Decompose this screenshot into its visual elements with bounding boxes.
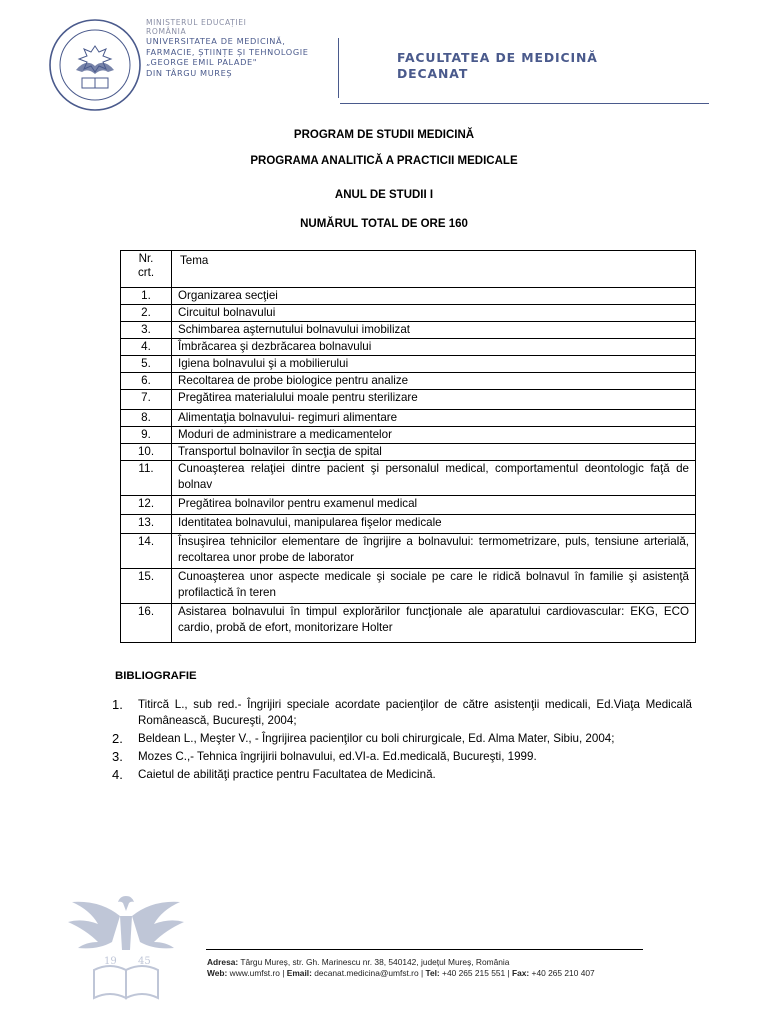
bibliography-item xyxy=(112,731,692,747)
university-line-1: UNIVERSITATEA DE MEDICINĂ, xyxy=(146,36,286,46)
bibliography-text: Caietul de abilităţi practice pentru Facultatea de Medicină. xyxy=(138,768,436,781)
row-number: 12. xyxy=(121,496,172,515)
row-number: 5. xyxy=(121,356,172,373)
row-number: 3. xyxy=(121,322,172,339)
table-row xyxy=(121,390,696,410)
table-header-row xyxy=(121,251,696,288)
table-row xyxy=(121,356,696,373)
table-row xyxy=(121,373,696,390)
bibliography-text: Mozes C.,- Tehnica îngrijirii bolnavului, ed.VI-a. Ed.medicală, Bucureşti, 1999. xyxy=(138,750,537,763)
faculty-name: FACULTATEA DE MEDICINĂ xyxy=(397,50,598,65)
header-divider xyxy=(338,38,339,98)
footer-rule xyxy=(206,949,643,950)
bibliography-number: 4. xyxy=(112,767,123,782)
table-row xyxy=(121,427,696,444)
bibliography-item xyxy=(112,767,692,783)
row-topic: Însuşirea tehnicilor elementare de îngrijire a bolnavului: termometrizare, puls, tensiune arterială, recoltarea unor probe de laborator xyxy=(172,534,696,569)
address-label: Adresa: xyxy=(207,957,239,967)
table-row xyxy=(121,534,696,569)
bibliography-item xyxy=(112,697,692,729)
row-number: 1. xyxy=(121,288,172,305)
row-number: 16. xyxy=(121,604,172,643)
header-nr: Nr. xyxy=(138,252,154,265)
bibliography-number: 1. xyxy=(112,697,123,712)
row-number: 8. xyxy=(121,410,172,427)
footer-contact-line xyxy=(207,968,595,979)
fax-text: +40 265 210 407 xyxy=(529,968,595,978)
header-nr-cell xyxy=(121,251,172,288)
university-line-2: FARMACIE, ȘTIINȚE ȘI TEHNOLOGIE xyxy=(146,46,309,57)
footer-address-line xyxy=(207,957,595,968)
header-tema: Tema xyxy=(172,251,696,288)
header-crt: crt. xyxy=(137,266,155,279)
title-program: PROGRAM DE STUDII MEDICINĂ xyxy=(293,129,475,141)
bibliography-text: Beldean L., Meşter V., - Îngrijirea pacienţilor cu boli chirurgicale, Ed. Alma Mater, Sibiu, 2004; xyxy=(138,732,615,745)
header-rule xyxy=(340,103,709,104)
table-row xyxy=(121,604,696,643)
ministry-line-1: MINISTERUL EDUCAȚIEI xyxy=(146,18,247,27)
table-row xyxy=(121,569,696,604)
row-topic: Pregătirea materialului moale pentru sterilizare xyxy=(172,390,696,410)
row-topic: Identitatea bolnavului, manipularea fişelor medicale xyxy=(172,515,696,534)
row-number: 15. xyxy=(121,569,172,604)
bibliography-list xyxy=(112,697,692,785)
email-link[interactable]: decanat.medicina@umfst.ro | xyxy=(311,968,426,978)
row-topic: Moduri de administrare a medicamentelor xyxy=(172,427,696,444)
address-text: Târgu Mureș, str. Gh. Marinescu nr. 38, 540142, județul Mureș, România xyxy=(238,957,510,967)
table-row xyxy=(121,288,696,305)
row-topic: Recoltarea de probe biologice pentru analize xyxy=(172,373,696,390)
table-row xyxy=(121,444,696,461)
tel-label: Tel: xyxy=(425,968,440,978)
row-number: 6. xyxy=(121,373,172,390)
logo-year-left: 19 xyxy=(104,956,117,967)
row-topic: Pregătirea bolnavilor pentru examenul medical xyxy=(172,496,696,515)
row-topic: Schimbarea aşternutului bolnavului imobilizat xyxy=(172,322,696,339)
web-label: Web: xyxy=(207,968,228,978)
university-name-block xyxy=(146,18,336,78)
row-topic: Transportul bolnavilor în secţia de spital xyxy=(172,444,696,461)
table-row xyxy=(121,322,696,339)
footer-watermark-logo xyxy=(64,886,188,1008)
row-number: 13. xyxy=(121,515,172,534)
row-number: 4. xyxy=(121,339,172,356)
university-seal-logo xyxy=(48,18,142,112)
table-row xyxy=(121,339,696,356)
row-topic: Circuitul bolnavului xyxy=(172,305,696,322)
dean-office: DECANAT xyxy=(397,66,469,81)
row-topic: Cunoaşterea unor aspecte medicale şi sociale pe care le ridică bolnavul în familie şi asistenţă profilactică în teren xyxy=(172,569,696,604)
row-topic: Alimentaţia bolnavului- regimuri alimentare xyxy=(172,410,696,427)
title-hours: NUMĂRUL TOTAL DE ORE 160 xyxy=(300,218,468,230)
bibliography-item xyxy=(112,749,692,765)
tel-text: +40 265 215 551 | xyxy=(439,968,512,978)
row-topic: Asistarea bolnavului în timpul explorărilor funcţionale ale aparatului cardiovascular: EKG, ECO cardio, probă de efort, monitorizare Holter xyxy=(172,604,696,643)
row-number: 14. xyxy=(121,534,172,569)
row-number: 9. xyxy=(121,427,172,444)
table-row xyxy=(121,461,696,496)
bibliography-title: BIBLIOGRAFIE xyxy=(115,670,197,682)
ministry-line-2: ROMÂNIA xyxy=(146,27,187,36)
logo-year-right: 45 xyxy=(138,956,151,967)
bibliography-number: 2. xyxy=(112,731,123,746)
email-label: Email: xyxy=(286,968,312,978)
title-year: ANUL DE STUDII I xyxy=(334,189,434,201)
row-number: 10. xyxy=(121,444,172,461)
table-row xyxy=(121,410,696,427)
web-link[interactable]: www.umfst.ro | xyxy=(227,968,287,978)
row-number: 11. xyxy=(121,461,172,496)
fax-label: Fax: xyxy=(512,968,530,978)
row-topic: Igiena bolnavului şi a mobilierului xyxy=(172,356,696,373)
table-row xyxy=(121,515,696,534)
bibliography-number: 3. xyxy=(112,749,123,764)
university-line-3: „GEORGE EMIL PALADE" xyxy=(146,57,258,68)
footer-contact xyxy=(207,957,595,979)
row-topic: Îmbrăcarea şi dezbrăcarea bolnavului xyxy=(172,339,696,356)
bibliography-text: Titircă L., sub red.- Îngrijiri speciale acordate pacienţilor de către asistenţii medicali, Ed.Viaţa Medicală Românească, Bucureşti, 2004; xyxy=(138,698,692,727)
row-topic: Cunoaşterea relaţiei dintre pacient şi personalul medical, comportamentul deontologic faţă de bolnav xyxy=(172,461,696,496)
table-row xyxy=(121,305,696,322)
row-number: 2. xyxy=(121,305,172,322)
table-row xyxy=(121,496,696,515)
title-programa: PROGRAMA ANALITICĂ A PRACTICII MEDICALE xyxy=(250,155,518,167)
university-line-4: DIN TÂRGU MUREȘ xyxy=(146,67,233,78)
topics-table xyxy=(120,250,696,643)
row-number: 7. xyxy=(121,390,172,410)
row-topic: Organizarea secţiei xyxy=(172,288,696,305)
faculty-heading xyxy=(397,50,598,82)
